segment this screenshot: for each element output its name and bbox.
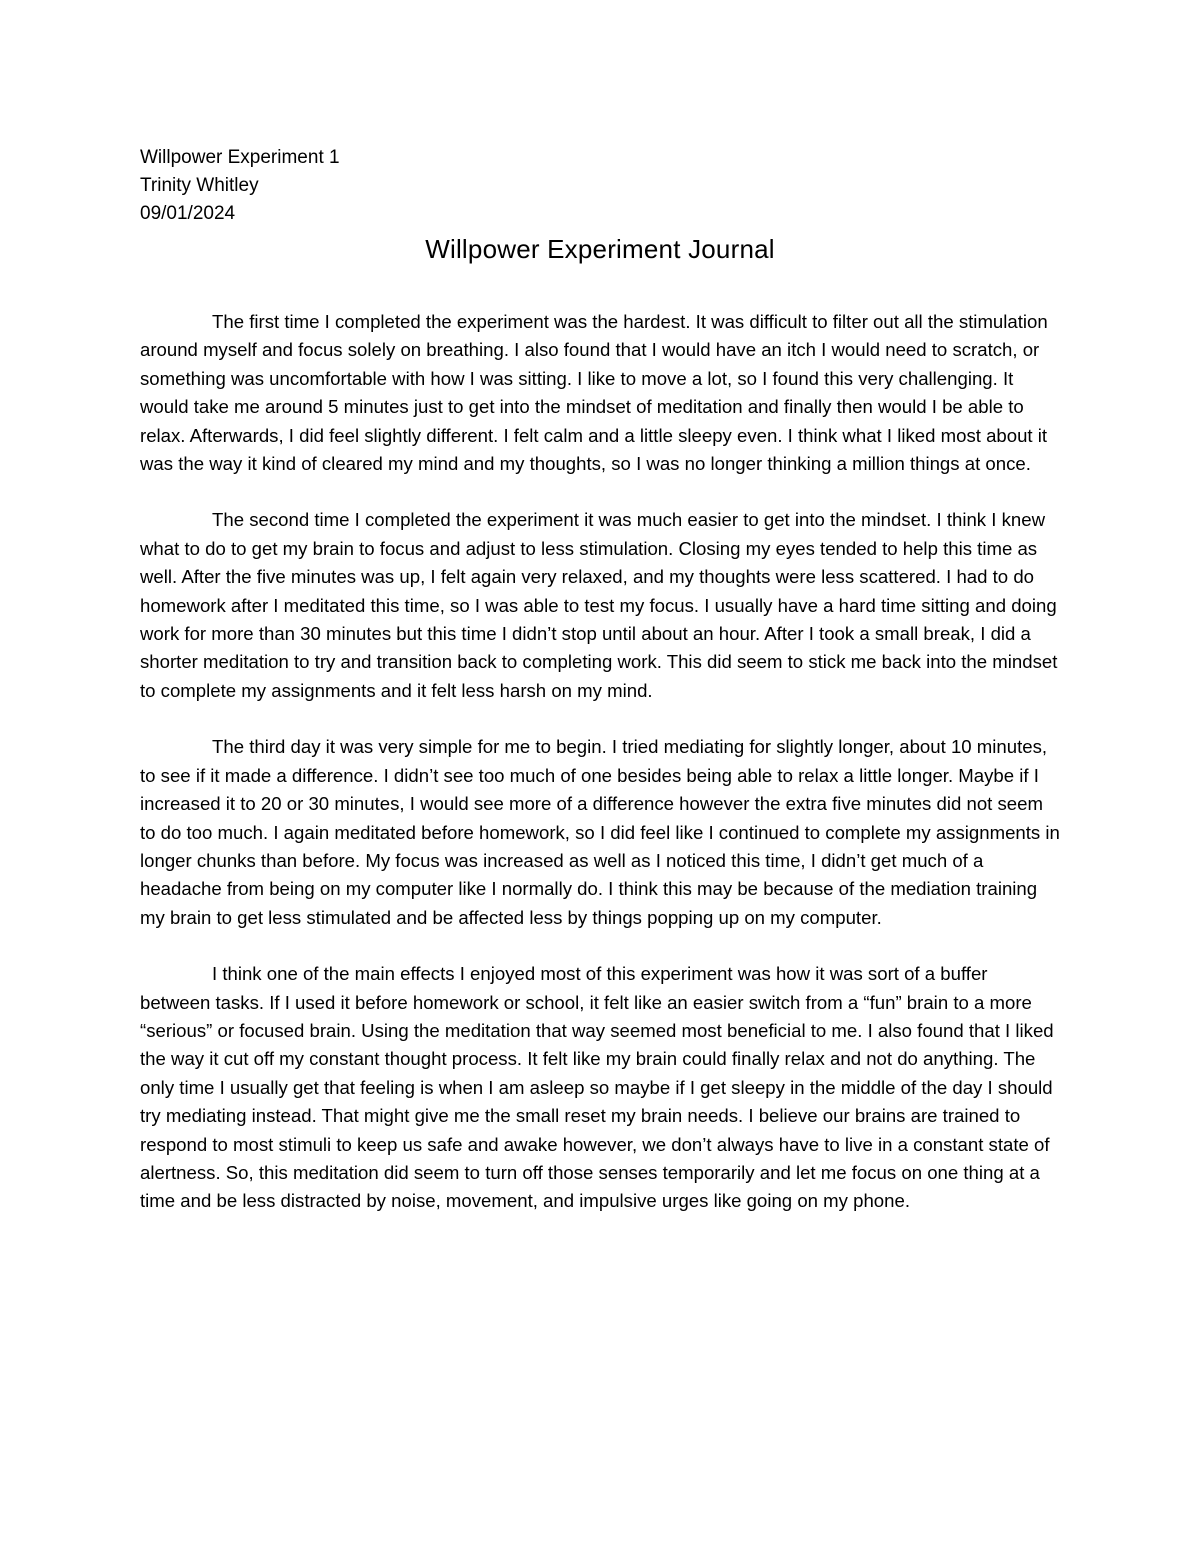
document-title: Willpower Experiment Journal [425,234,775,264]
document-body [140,308,1060,1244]
paragraph-third-day: The third day it was very simple for me to begin. I tried mediating for slightly longer, about 10 minutes, to see if it made a difference. I didn’t see too much of one besides being able to relax a little longer. Maybe if I increased it to 20 or 30 minutes, I would see more of a difference however the extra five minutes did not seem to do too much. I again meditated before homework, so I did feel like I continued to complete my assignments in longer chunks than before. My focus was increased as well as I noticed this time, I didn’t get much of a headache from being on my computer like I normally do. I think this may be because of the mediation training my brain to get less stimulated and be affected less by things popping up on my computer. [140,736,1060,928]
assignment-name: Willpower Experiment 1 [140,147,340,168]
document-header [140,144,1060,228]
paragraph-second-day: The second time I completed the experiment it was much easier to get into the mindset. I think I knew what to do to get my brain to focus and adjust to less stimulation. Closing my eyes tended to help this time as well. After the five minutes was up, I felt again very relaxed, and my thoughts were less scattered. I had to do homework after I meditated this time, so I was able to test my focus. I usually have a hard time sitting and doing work for more than 30 minutes but this time I didn’t stop until about an hour. After I took a small break, I did a shorter meditation to try and transition back to completing work. This did seem to stick me back into the mindset to complete my assignments and it felt less harsh on my mind. [140,509,1058,701]
author-name: Trinity Whitley [140,175,259,196]
paragraph-reflection: I think one of the main effects I enjoyed most of this experiment was how it was sort of a buffer between tasks. If I used it before homework or school, it felt like an easier switch from a “fun” brain to a more “serious” or focused brain. Using the meditation that way seemed most beneficial to me. I also found that I liked the way it cut off my constant thought process. It felt like my brain could finally relax and not do anything. The only time I usually get that feeling is when I am asleep so maybe if I get sleepy in the middle of the day I should try mediating instead. That might give me the small reset my brain needs. I believe our brains are trained to respond to most stimuli to keep us safe and awake however, we don’t always have to live in a constant state of alertness. So, this meditation did seem to turn off those senses temporarily and let me focus on one thing at a time and be less distracted by noise, movement, and impulsive urges like going on my phone. [140,963,1054,1212]
document-date: 09/01/2024 [140,203,236,224]
paragraph-first-day: The first time I completed the experiment was the hardest. It was difficult to filter out all the stimulation around myself and focus solely on breathing. I also found that I would have an itch I would need to scratch, or something was uncomfortable with how I was sitting. I like to move a lot, so I found this very challenging. It would take me around 5 minutes just to get into the mindset of meditation and finally then would I be able to relax. Afterwards, I did feel slightly different. I felt calm and a little sleepy even. I think what I liked most about it was the way it kind of cleared my mind and my thoughts, so I was no longer thinking a million things at once. [140,311,1048,475]
